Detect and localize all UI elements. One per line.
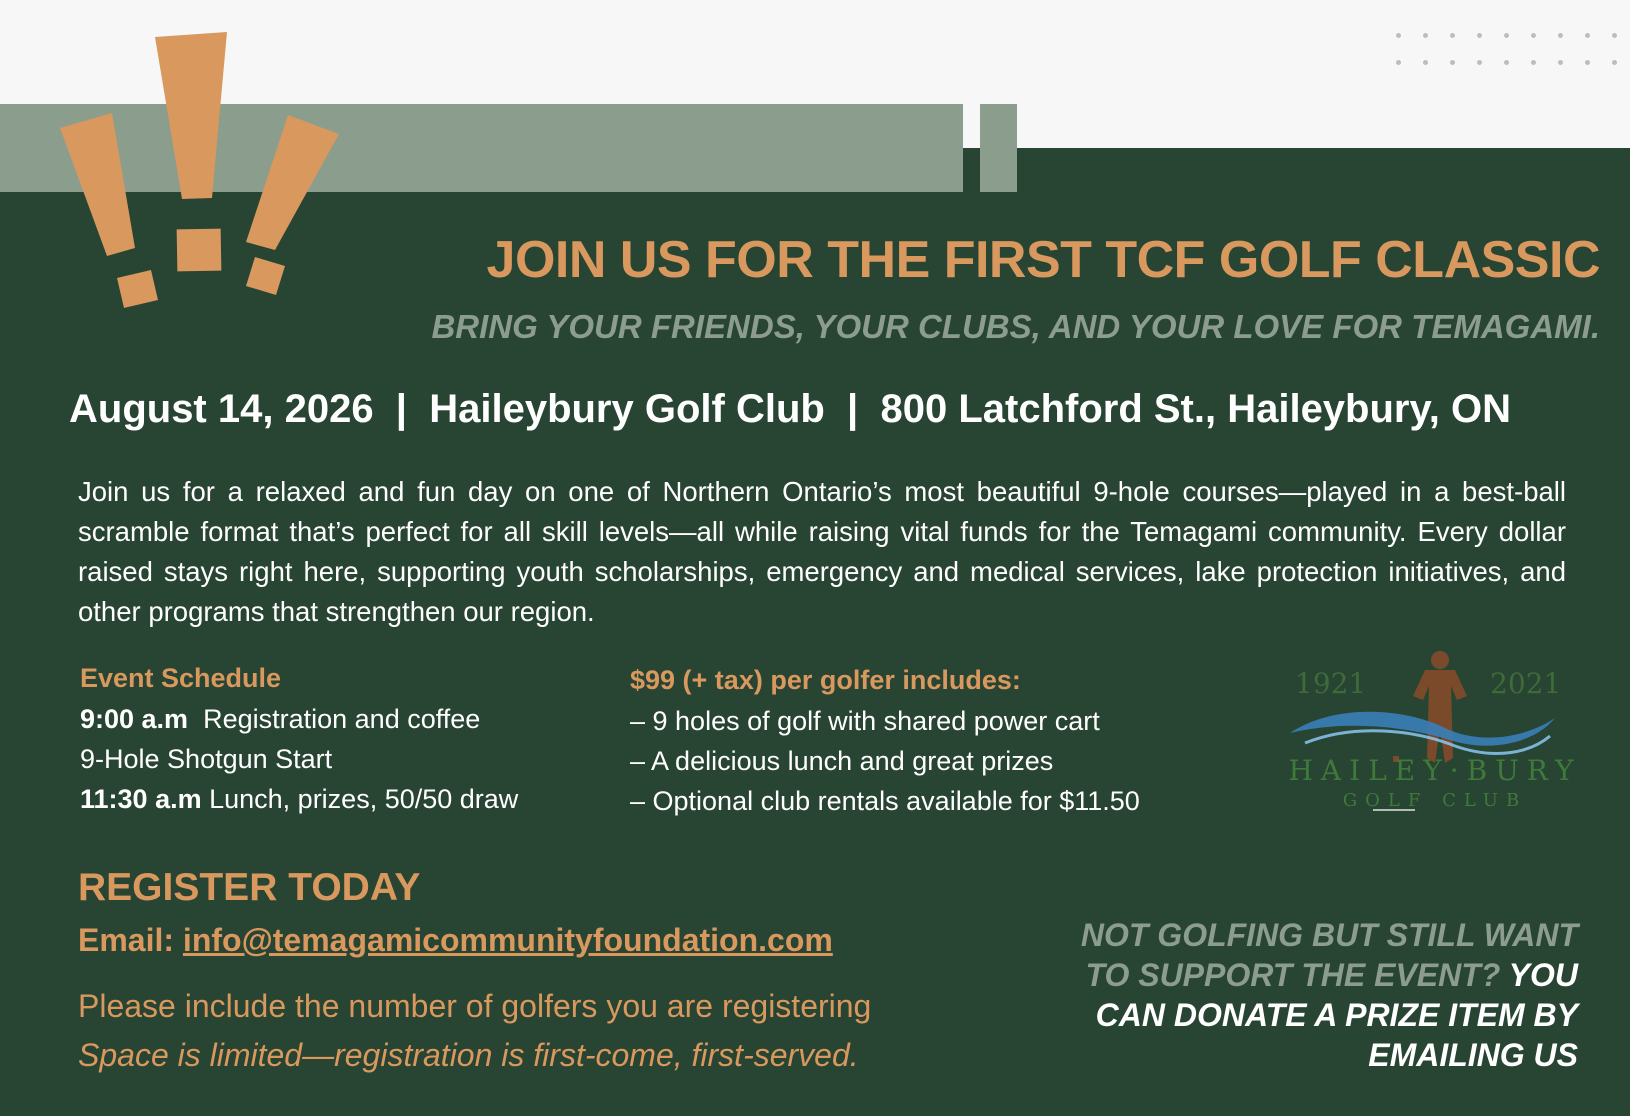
haileybury-golf-club-logo xyxy=(1275,648,1595,848)
schedule-item xyxy=(80,704,480,735)
schedule-title: Event Schedule xyxy=(80,663,282,693)
schedule-text: Registration and coffee xyxy=(203,704,481,734)
logo-year-end: 2021 xyxy=(1490,667,1562,700)
register-note: Please include the number of golfers you are registering xyxy=(78,988,872,1024)
decorative-dot-grid xyxy=(1385,22,1630,84)
schedule-time: 9:00 a.m xyxy=(80,704,189,734)
includes-title: $99 (+ tax) per golfer includes: xyxy=(630,665,1021,695)
logo-year-start: 1921 xyxy=(1295,667,1367,700)
schedule-item xyxy=(80,784,518,815)
schedule-text: Lunch, prizes, 50/50 draw xyxy=(209,784,519,814)
includes-item: – Optional club rentals available for $11.50 xyxy=(630,786,1140,816)
includes-item: – A delicious lunch and great prizes xyxy=(630,746,1054,776)
schedule-item xyxy=(80,744,332,775)
email-label: Email: xyxy=(78,922,183,958)
register-email-row xyxy=(78,922,833,959)
logo-name: HAILEY·BURY xyxy=(1288,754,1582,787)
schedule-time: 11:30 a.m xyxy=(80,784,202,814)
donate-action: YOU CAN DONATE A PRIZE ITEM BY EMAILING US xyxy=(1095,957,1578,1073)
logo-sub: GOLF CLUB xyxy=(1342,790,1528,811)
email-link[interactable]: info@temagamicommunityfoundation.com xyxy=(182,922,833,958)
donate-lead: NOT GOLFING BUT STILL WANT TO SUPPORT THE EVENT? xyxy=(1080,917,1578,993)
donate-callout xyxy=(1080,915,1578,1075)
event-details-line: August 14, 2026 | Haileybury Golf Club | 800 Latchford St., Haileybury, ON xyxy=(69,387,1511,431)
page-subtitle: BRING YOUR FRIENDS, YOUR CLUBS, AND YOUR LOVE FOR TEMAGAMI. xyxy=(431,308,1600,345)
register-note-italic: Space is limited—registration is first-come, first-served. xyxy=(78,1037,859,1073)
exclamation-marks-icon xyxy=(0,0,360,320)
includes-item: – 9 holes of golf with shared power cart xyxy=(630,706,1100,736)
page-title: JOIN US FOR THE FIRST TCF GOLF CLASSIC xyxy=(486,231,1600,289)
intro-paragraph: Join us for a relaxed and fun day on one of Northern Ontario’s most beautiful 9-hole courses—played in a best-ball scramble format that’s perfect for all skill levels—all while raising vital funds for the Temagami community. Every dollar raised stays right here, supporting youth scholarships, emergency and medical services, lake protection initiatives, and other programs that strengthen our region. xyxy=(78,476,1566,627)
sage-small-bar xyxy=(980,104,1017,192)
schedule-text: 9-Hole Shotgun Start xyxy=(80,744,333,774)
white-notch xyxy=(1017,104,1630,148)
register-title: REGISTER TODAY xyxy=(78,866,421,909)
